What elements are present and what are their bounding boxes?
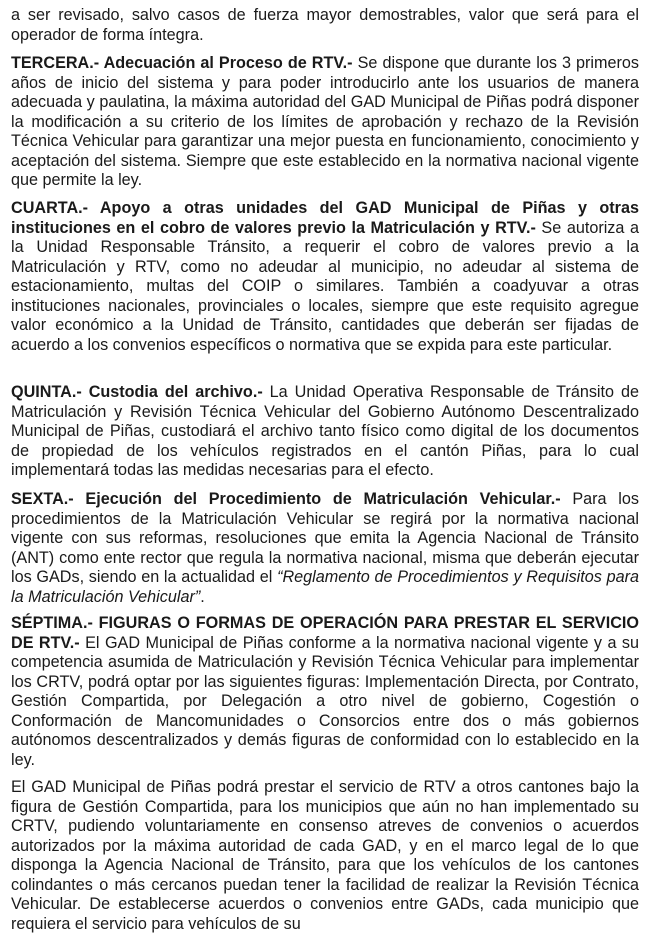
- intro-text: a ser revisado, salvo casos de fuerza mayor demostrables, valor que será para el operador de forma íntegra.: [11, 6, 639, 44]
- quinta-heading: QUINTA.- Custodia del archivo.-: [11, 383, 263, 401]
- sexta-paragraph: [11, 490, 639, 607]
- sexta-body: Para los procedimientos de la Matriculación Vehicular se regirá por la normativa nacional vigente con sus reformas, resoluciones que emita la Agencia Nacional de Tránsito (ANT) como ente rector que regula la normativa nacional, misma que deberán ejecutar los GADs, siendo en la actualidad el: [11, 490, 639, 586]
- septima-paragraph: [11, 614, 639, 770]
- septima-body: El GAD Municipal de Piñas conforme a la normativa nacional vigente y a su competencia asumida de Matriculación y Revisión Técnica Vehicular para implementar los CRTV, podrá optar por las siguientes figuras: Implementación Directa, por Contrato, Gestión Compartida, por Delegación a otro nivel de gobierno, Cogestión o Conformación de Mancomunidades o Consorcios entre dos o más gobiernos autónomos descentralizados y demás figuras de conformidad con lo establecido en la ley.: [11, 633, 639, 769]
- cuarta-body: Se autoriza a la Unidad Responsable Tránsito, a requerir el cobro de valores previo a la Matriculación y RTV, como no adeudar al municipio, no adeudar al sistema de estacionamiento, multas del COIP o similares. También a coadyuvar a otras instituciones nacionales, provinciales o locales, siempre que este requisito agregue valor económico a la Unidad de Tránsito, cantidades que deberán ser fijadas de acuerdo a los convenios específicos o normativa que se expida para este particular.: [11, 218, 639, 354]
- quinta-body: La Unidad Operativa Responsable de Tránsito de Matriculación y Revisión Técnica Vehicular del Gobierno Autónomo Descentralizado Municipal de Piñas, custodiará el archivo tanto físico como digital de los documentos de propiedad de los vehículos registrados en el cantón Piñas, para lo cual implementará todas las medidas necesarias para el efecto.: [11, 383, 639, 479]
- cuarta-paragraph: [11, 199, 639, 355]
- quinta-paragraph: [11, 383, 639, 481]
- intro-paragraph: [11, 6, 639, 45]
- tercera-body: Se dispone que durante los 3 primeros años de inicio del sistema y para poder introducirlo ante los usuarios de manera adecuada y paulatina, la máxima autoridad del GAD Municipal de Piñas podrá disponer la modificación a su criterio de los límites de aprobación y rechazo de la Revisión Técnica Vehicular para garantizar una mejor puesta en funcionamiento, conocimiento y aceptación del sistema. Siempre que este establecido en la normativa nacional vigente que permite la ley.: [11, 54, 639, 189]
- sexta-end: .: [200, 587, 205, 606]
- tercera-heading: TERCERA.- Adecuación al Proceso de RTV.-: [11, 54, 353, 72]
- tercera-paragraph: [11, 54, 639, 191]
- final-text: El GAD Municipal de Piñas podrá prestar el servicio de RTV a otros cantones bajo la figura de Gestión Compartida, para los municipios que aún no han implementado su CRTV, pudiendo voluntariamente en consenso atreves de convenios o acuerdos autorizados por la máxima autoridad de cada GAD, y en el marco legal de lo que disponga la Agencia Nacional de Tránsito, para que los vehículos de los cantones colindantes o más cercanos puedan tener la facilidad de realizar la Revisión Técnica Vehicular. De establecerse acuerdos o convenios entre GADs, cada municipio que requiera el servicio para vehículos de su: [11, 778, 639, 933]
- sexta-heading: SEXTA.- Ejecución del Procedimiento de Matriculación Vehicular.-: [11, 490, 561, 508]
- cuarta-heading: CUARTA.- Apoyo a otras unidades del GAD Municipal de Piñas y otras instituciones en el cobro de valores previo la Matriculación y RTV.-: [11, 199, 639, 237]
- final-paragraph: [11, 778, 639, 934]
- septima-heading: SÉPTIMA.- FIGURAS O FORMAS DE OPERACIÓN PARA PRESTAR EL SERVICIO DE RTV.-: [11, 614, 639, 652]
- sexta-regulation-title: “Reglamento de Procedimientos y Requisitos para la Matriculación Vehicular”: [11, 568, 639, 606]
